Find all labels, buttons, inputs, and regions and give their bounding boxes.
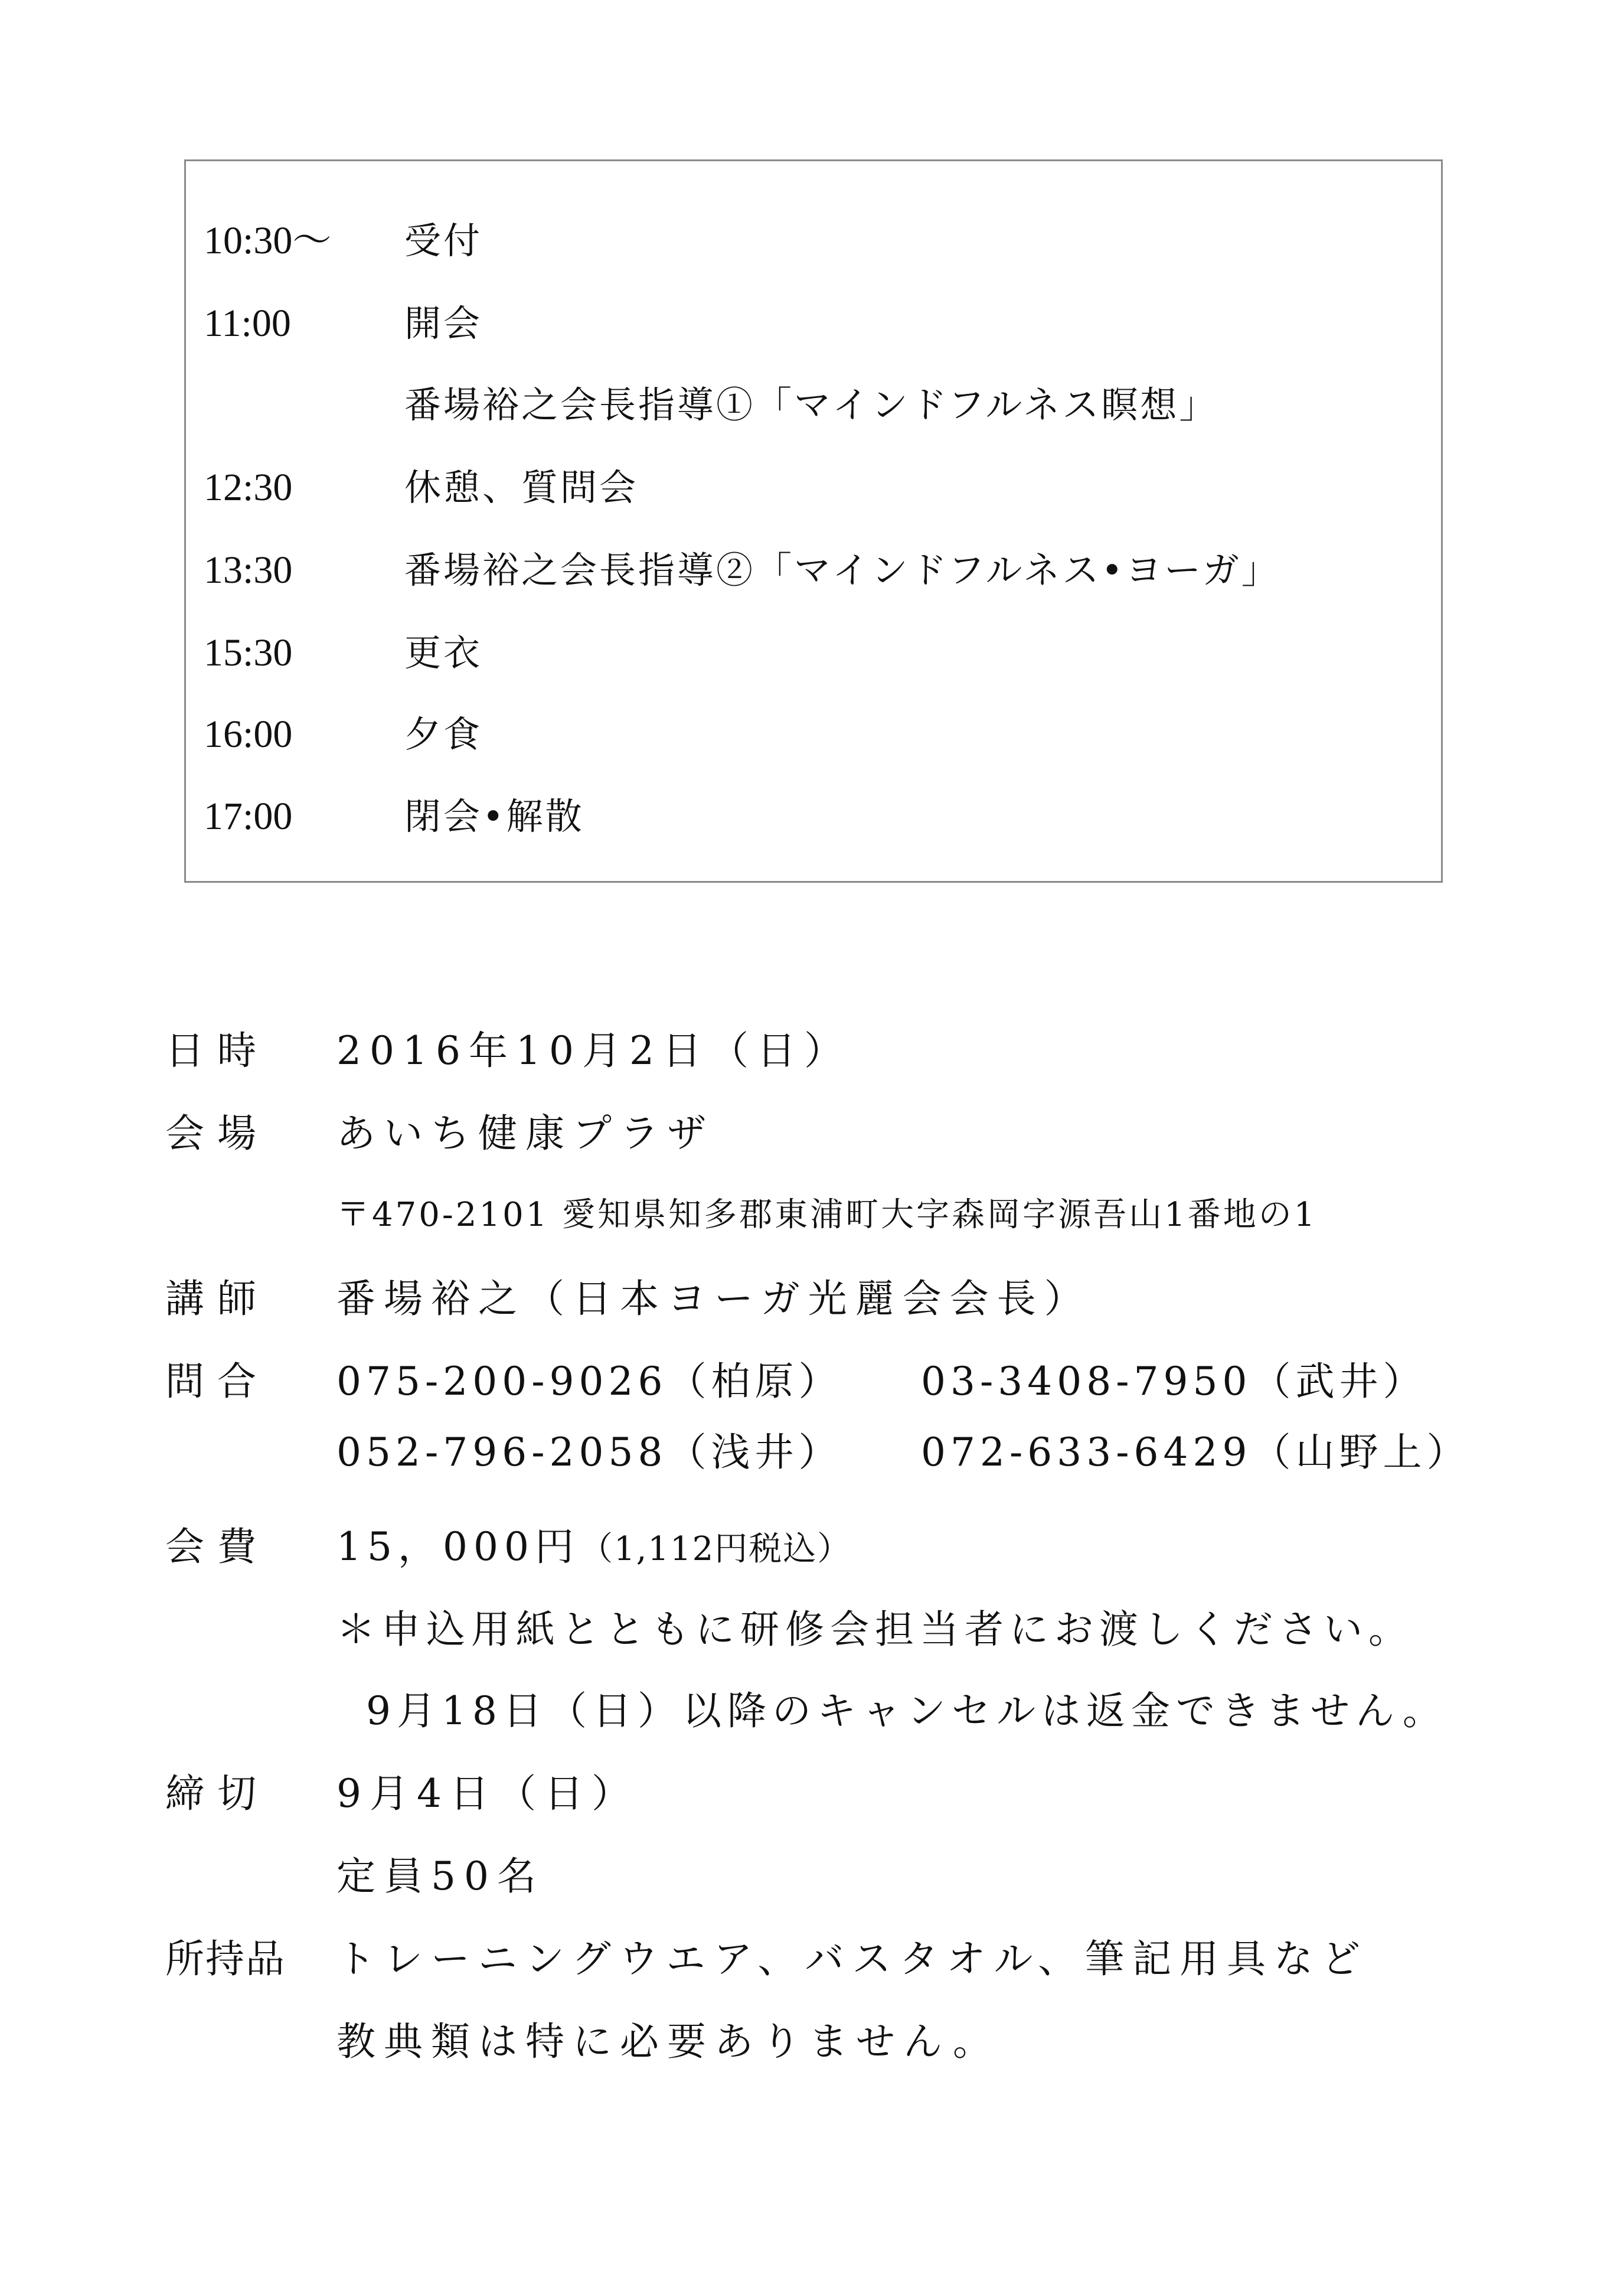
instructor-label: 講師 bbox=[165, 1276, 269, 1321]
schedule-item: 閉会•解散 bbox=[404, 795, 584, 838]
fee-label: 会費 bbox=[165, 1524, 269, 1569]
contact-phone: 072-633-6429（山野上） bbox=[921, 1430, 1471, 1475]
contact-phone: 075-200-9026（柏原） bbox=[336, 1359, 842, 1404]
capacity-value: 定員50名 bbox=[336, 1854, 544, 1899]
schedule-time: 13:30 bbox=[204, 549, 293, 592]
deadline-label: 締切 bbox=[165, 1771, 269, 1816]
schedule-time: 15:30 bbox=[204, 631, 293, 674]
date-value: 2016年10月2日（日） bbox=[336, 1028, 851, 1073]
belongings-note: 教典類は特に必要ありません。 bbox=[336, 2019, 1000, 2064]
belongings-label: 所持品 bbox=[165, 1936, 286, 1982]
schedule-time: 11:00 bbox=[204, 302, 291, 345]
fee-amount: 15，000円 bbox=[336, 1524, 580, 1569]
schedule-item: 更衣 bbox=[404, 631, 483, 674]
contact-phone: 03-3408-7950（武井） bbox=[921, 1359, 1427, 1404]
venue-label: 会場 bbox=[165, 1111, 269, 1156]
schedule-time: 17:00 bbox=[204, 795, 293, 838]
schedule-item: 夕食 bbox=[404, 713, 483, 756]
date-label: 日時 bbox=[165, 1028, 269, 1073]
fee-tax: （1,112円税込） bbox=[579, 1530, 852, 1568]
schedule-item: 番場裕之会長指導②「マインドフルネス•ヨーガ」 bbox=[404, 549, 1280, 592]
fee-note: ＊申込用紙とともに研修会担当者にお渡しください。 bbox=[336, 1607, 1413, 1652]
schedule-item: 番場裕之会長指導①「マインドフルネス瞑想」 bbox=[404, 383, 1218, 426]
instructor-value: 番場裕之（日本ヨーガ光麗会会長） bbox=[336, 1276, 1092, 1321]
belongings-value: トレーニングウエア、バスタオル、筆記用具など bbox=[336, 1936, 1369, 1982]
venue-value: あいち健康プラザ bbox=[336, 1111, 714, 1156]
schedule-item: 開会 bbox=[404, 302, 483, 345]
schedule-time: 12:30 bbox=[204, 466, 293, 509]
fee-value bbox=[336, 1512, 851, 1585]
schedule-time: 10:30～ bbox=[204, 219, 332, 262]
contact-label: 問合 bbox=[165, 1359, 269, 1404]
fee-note: 9月18日（日）以降のキャンセルは返金できません。 bbox=[366, 1688, 1447, 1734]
schedule-time: 16:00 bbox=[204, 713, 293, 756]
deadline-value: 9月4日（日） bbox=[336, 1771, 639, 1816]
schedule-item: 休憩、質問会 bbox=[404, 466, 639, 509]
schedule-item: 受付 bbox=[404, 219, 483, 262]
schedule-box bbox=[184, 159, 1443, 883]
contact-phone: 052-796-2058（浅井） bbox=[336, 1430, 842, 1475]
venue-address: 〒470-2101 愛知県知多郡東浦町大字森岡字源吾山1番地の1 bbox=[336, 1196, 1318, 1234]
